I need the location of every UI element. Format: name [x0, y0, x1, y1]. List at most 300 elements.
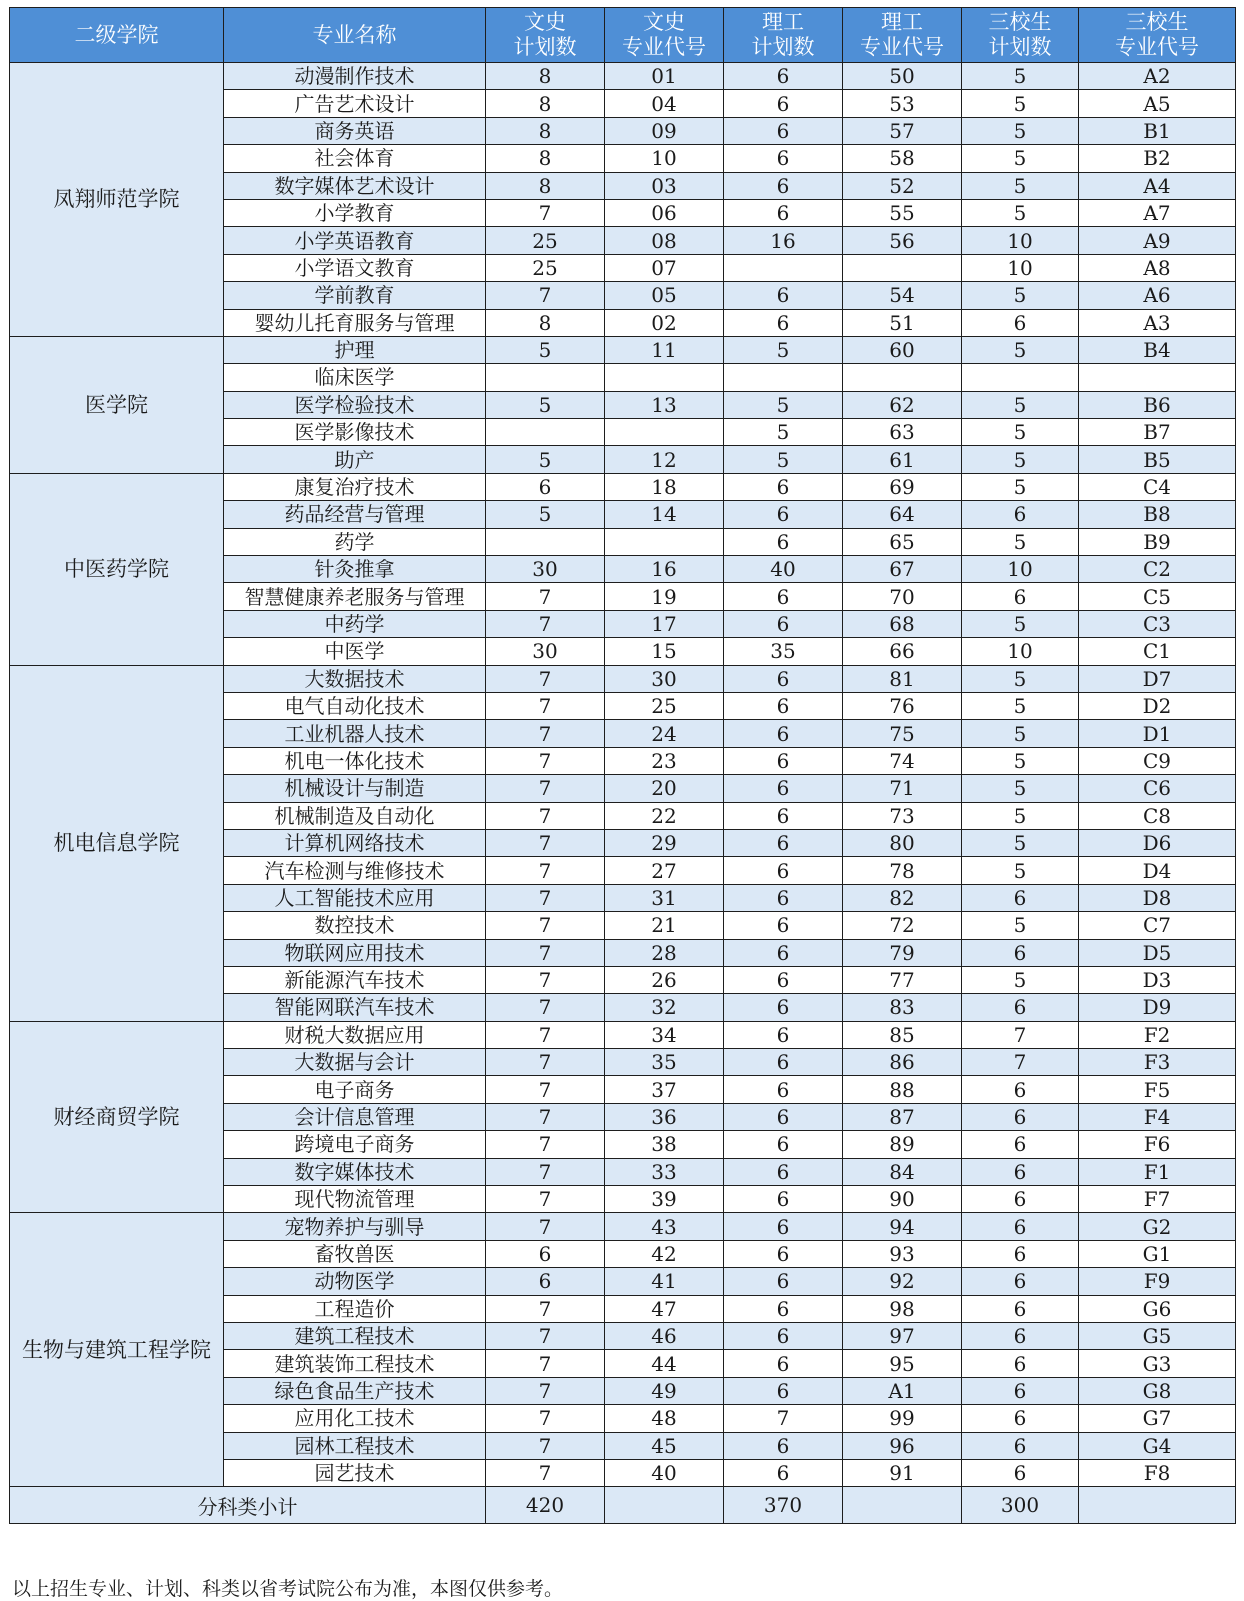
arts-code-cell: 47 — [605, 1295, 724, 1322]
vocational-plan-cell: 6 — [962, 1350, 1079, 1377]
header-arts-code — [605, 8, 724, 63]
science-code-cell: 66 — [843, 638, 962, 665]
major-name-cell: 电子商务 — [224, 1076, 486, 1103]
vocational-code-cell: F9 — [1079, 1268, 1236, 1295]
vocational-plan-cell: 5 — [962, 912, 1079, 939]
arts-plan-cell: 30 — [486, 638, 605, 665]
science-code-cell: 98 — [843, 1295, 962, 1322]
arts-code-cell: 21 — [605, 912, 724, 939]
vocational-code-cell: D9 — [1079, 994, 1236, 1021]
vocational-code-cell: B6 — [1079, 391, 1236, 418]
vocational-plan-cell: 7 — [962, 1021, 1079, 1048]
vocational-plan-cell: 6 — [962, 1295, 1079, 1322]
vocational-plan-cell: 6 — [962, 1131, 1079, 1158]
science-plan-cell: 5 — [724, 446, 843, 473]
science-plan-cell: 6 — [724, 90, 843, 117]
science-plan-cell: 40 — [724, 556, 843, 583]
arts-plan-cell: 8 — [486, 145, 605, 172]
vocational-code-cell: G7 — [1079, 1405, 1236, 1432]
science-plan-cell: 6 — [724, 692, 843, 719]
vocational-code-cell: F4 — [1079, 1103, 1236, 1130]
major-name-cell: 广告艺术设计 — [224, 90, 486, 117]
science-plan-cell: 6 — [724, 1377, 843, 1404]
vocational-code-cell: F1 — [1079, 1158, 1236, 1185]
science-plan-cell: 6 — [724, 145, 843, 172]
header-vocational-plan — [962, 8, 1079, 63]
science-code-cell: 81 — [843, 665, 962, 692]
major-name-cell: 小学教育 — [224, 199, 486, 226]
arts-plan-cell: 7 — [486, 994, 605, 1021]
vocational-plan-cell: 6 — [962, 1405, 1079, 1432]
science-code-cell: 75 — [843, 720, 962, 747]
arts-code-cell: 43 — [605, 1213, 724, 1240]
arts-plan-cell: 5 — [486, 391, 605, 418]
vocational-code-cell: G6 — [1079, 1295, 1236, 1322]
vocational-code-cell: D8 — [1079, 884, 1236, 911]
arts-code-cell: 22 — [605, 802, 724, 829]
arts-code-cell: 33 — [605, 1158, 724, 1185]
arts-code-cell: 30 — [605, 665, 724, 692]
table-row — [10, 336, 1236, 363]
arts-plan-cell: 7 — [486, 1131, 605, 1158]
arts-code-cell: 06 — [605, 199, 724, 226]
vocational-plan-cell: 6 — [962, 1268, 1079, 1295]
vocational-plan-cell: 7 — [962, 1049, 1079, 1076]
vocational-code-cell: C8 — [1079, 802, 1236, 829]
vocational-plan-cell: 5 — [962, 692, 1079, 719]
major-name-cell: 社会体育 — [224, 145, 486, 172]
vocational-plan-cell: 10 — [962, 638, 1079, 665]
vocational-plan-cell: 10 — [962, 227, 1079, 254]
arts-plan-cell: 8 — [486, 309, 605, 336]
arts-plan-cell: 7 — [486, 1377, 605, 1404]
science-plan-cell: 6 — [724, 117, 843, 144]
arts-code-cell: 09 — [605, 117, 724, 144]
arts-code-cell: 32 — [605, 994, 724, 1021]
science-code-cell: 94 — [843, 1213, 962, 1240]
vocational-plan-cell: 5 — [962, 966, 1079, 993]
major-name-cell: 医学检验技术 — [224, 391, 486, 418]
vocational-plan-cell: 5 — [962, 610, 1079, 637]
major-name-cell: 园艺技术 — [224, 1459, 486, 1486]
arts-plan-cell: 8 — [486, 90, 605, 117]
major-name-cell: 小学英语教育 — [224, 227, 486, 254]
major-name-cell: 应用化工技术 — [224, 1405, 486, 1432]
vocational-plan-cell: 5 — [962, 665, 1079, 692]
vocational-plan-cell: 6 — [962, 1076, 1079, 1103]
science-plan-cell: 6 — [724, 1213, 843, 1240]
vocational-plan-cell: 5 — [962, 117, 1079, 144]
arts-plan-cell: 7 — [486, 884, 605, 911]
arts-code-cell: 23 — [605, 747, 724, 774]
arts-code-cell — [605, 528, 724, 555]
science-plan-cell: 6 — [724, 1186, 843, 1213]
major-name-cell: 药品经营与管理 — [224, 501, 486, 528]
science-plan-cell: 5 — [724, 336, 843, 363]
science-code-cell: 85 — [843, 1021, 962, 1048]
arts-code-cell: 36 — [605, 1103, 724, 1130]
college-cell: 医学院 — [10, 336, 224, 473]
college-cell: 生物与建筑工程学院 — [10, 1213, 224, 1487]
subtotal-row — [10, 1487, 1236, 1524]
major-name-cell: 机械设计与制造 — [224, 775, 486, 802]
arts-plan-cell: 5 — [486, 446, 605, 473]
major-name-cell: 工业机器人技术 — [224, 720, 486, 747]
science-plan-cell: 6 — [724, 747, 843, 774]
major-name-cell: 新能源汽车技术 — [224, 966, 486, 993]
header-line: 二级学院 — [74, 22, 159, 47]
arts-code-cell: 28 — [605, 939, 724, 966]
arts-code-cell: 14 — [605, 501, 724, 528]
vocational-plan-cell: 6 — [962, 1158, 1079, 1185]
vocational-code-cell: F6 — [1079, 1131, 1236, 1158]
arts-plan-cell: 7 — [486, 1103, 605, 1130]
header-line: 理工 — [881, 10, 923, 34]
arts-plan-cell: 7 — [486, 912, 605, 939]
science-code-cell: 93 — [843, 1240, 962, 1267]
science-plan-cell: 6 — [724, 665, 843, 692]
disclaimer-note: 以上招生专业、计划、科类以省考试院公布为准，本图仅供参考。 — [12, 1578, 564, 1600]
arts-plan-cell: 7 — [486, 1158, 605, 1185]
header-arts-plan — [486, 8, 605, 63]
arts-plan-cell: 7 — [486, 857, 605, 884]
arts-code-cell: 12 — [605, 446, 724, 473]
subtotal-science-plan: 370 — [724, 1487, 843, 1524]
arts-code-cell: 19 — [605, 583, 724, 610]
arts-code-cell: 42 — [605, 1240, 724, 1267]
major-name-cell: 中医学 — [224, 638, 486, 665]
header-line: 专业名称 — [312, 22, 397, 47]
header-college — [10, 8, 224, 63]
arts-plan-cell: 7 — [486, 199, 605, 226]
major-name-cell: 护理 — [224, 336, 486, 363]
vocational-plan-cell: 10 — [962, 254, 1079, 281]
major-name-cell: 助产 — [224, 446, 486, 473]
college-cell: 凤翔师范学院 — [10, 63, 224, 337]
vocational-code-cell: F5 — [1079, 1076, 1236, 1103]
arts-code-cell: 35 — [605, 1049, 724, 1076]
arts-plan-cell: 7 — [486, 692, 605, 719]
science-code-cell: 68 — [843, 610, 962, 637]
header-line: 文史 — [524, 10, 566, 34]
arts-plan-cell: 7 — [486, 829, 605, 856]
vocational-plan-cell: 5 — [962, 747, 1079, 774]
vocational-code-cell: D5 — [1079, 939, 1236, 966]
vocational-plan-cell: 5 — [962, 419, 1079, 446]
major-name-cell: 机电一体化技术 — [224, 747, 486, 774]
arts-plan-cell: 7 — [486, 665, 605, 692]
vocational-code-cell: C4 — [1079, 473, 1236, 500]
science-code-cell: 90 — [843, 1186, 962, 1213]
arts-code-cell: 18 — [605, 473, 724, 500]
science-code-cell: 58 — [843, 145, 962, 172]
science-code-cell: 76 — [843, 692, 962, 719]
arts-plan-cell: 6 — [486, 1240, 605, 1267]
vocational-code-cell: A9 — [1079, 227, 1236, 254]
vocational-code-cell: D2 — [1079, 692, 1236, 719]
science-plan-cell: 6 — [724, 1076, 843, 1103]
science-plan-cell: 6 — [724, 802, 843, 829]
table-row — [10, 1021, 1236, 1048]
science-plan-cell: 6 — [724, 583, 843, 610]
arts-plan-cell: 7 — [486, 1049, 605, 1076]
enrollment-plan-table — [9, 7, 1236, 1524]
vocational-plan-cell: 5 — [962, 857, 1079, 884]
vocational-plan-cell: 6 — [962, 309, 1079, 336]
vocational-code-cell: G8 — [1079, 1377, 1236, 1404]
science-code-cell: 53 — [843, 90, 962, 117]
arts-plan-cell: 25 — [486, 254, 605, 281]
science-code-cell: 51 — [843, 309, 962, 336]
arts-code-cell: 20 — [605, 775, 724, 802]
major-name-cell: 智能网联汽车技术 — [224, 994, 486, 1021]
vocational-code-cell: C3 — [1079, 610, 1236, 637]
arts-code-cell: 08 — [605, 227, 724, 254]
major-name-cell: 宠物养护与驯导 — [224, 1213, 486, 1240]
major-name-cell: 财税大数据应用 — [224, 1021, 486, 1048]
vocational-plan-cell: 6 — [962, 1459, 1079, 1486]
arts-code-cell: 16 — [605, 556, 724, 583]
major-name-cell: 电气自动化技术 — [224, 692, 486, 719]
major-name-cell: 数字媒体技术 — [224, 1158, 486, 1185]
vocational-code-cell: F8 — [1079, 1459, 1236, 1486]
major-name-cell: 园林工程技术 — [224, 1432, 486, 1459]
vocational-plan-cell: 5 — [962, 336, 1079, 363]
science-code-cell: 89 — [843, 1131, 962, 1158]
science-code-cell: 99 — [843, 1405, 962, 1432]
vocational-code-cell: B7 — [1079, 419, 1236, 446]
vocational-code-cell: D4 — [1079, 857, 1236, 884]
arts-plan-cell — [486, 419, 605, 446]
subtotal-science-code — [843, 1487, 962, 1524]
header-line: 三校生 — [988, 10, 1052, 34]
header-line: 专业代号 — [860, 35, 944, 59]
science-plan-cell: 6 — [724, 1268, 843, 1295]
vocational-code-cell: B8 — [1079, 501, 1236, 528]
science-code-cell: 69 — [843, 473, 962, 500]
vocational-plan-cell: 5 — [962, 775, 1079, 802]
major-name-cell: 建筑工程技术 — [224, 1322, 486, 1349]
subtotal-arts-plan: 420 — [486, 1487, 605, 1524]
arts-plan-cell: 5 — [486, 336, 605, 363]
header-science-code — [843, 8, 962, 63]
vocational-plan-cell: 6 — [962, 939, 1079, 966]
vocational-plan-cell: 5 — [962, 473, 1079, 500]
arts-code-cell: 31 — [605, 884, 724, 911]
science-code-cell: 55 — [843, 199, 962, 226]
science-code-cell: 77 — [843, 966, 962, 993]
vocational-plan-cell: 6 — [962, 1186, 1079, 1213]
arts-code-cell: 38 — [605, 1131, 724, 1158]
science-plan-cell: 6 — [724, 1350, 843, 1377]
header-line: 计划数 — [751, 35, 815, 59]
arts-plan-cell: 25 — [486, 227, 605, 254]
arts-plan-cell: 7 — [486, 1405, 605, 1432]
arts-code-cell: 07 — [605, 254, 724, 281]
vocational-code-cell: G5 — [1079, 1322, 1236, 1349]
vocational-plan-cell: 5 — [962, 199, 1079, 226]
vocational-code-cell: A7 — [1079, 199, 1236, 226]
arts-plan-cell: 7 — [486, 1186, 605, 1213]
vocational-code-cell: A4 — [1079, 172, 1236, 199]
vocational-plan-cell: 6 — [962, 1240, 1079, 1267]
arts-plan-cell: 8 — [486, 172, 605, 199]
arts-code-cell: 34 — [605, 1021, 724, 1048]
vocational-code-cell: A8 — [1079, 254, 1236, 281]
arts-code-cell: 17 — [605, 610, 724, 637]
arts-code-cell: 48 — [605, 1405, 724, 1432]
vocational-code-cell: D3 — [1079, 966, 1236, 993]
vocational-code-cell: C5 — [1079, 583, 1236, 610]
major-name-cell: 计算机网络技术 — [224, 829, 486, 856]
arts-plan-cell: 7 — [486, 966, 605, 993]
header-line: 专业代号 — [622, 35, 706, 59]
vocational-plan-cell: 6 — [962, 884, 1079, 911]
arts-code-cell: 29 — [605, 829, 724, 856]
science-plan-cell — [724, 254, 843, 281]
science-code-cell: 74 — [843, 747, 962, 774]
major-name-cell: 现代物流管理 — [224, 1186, 486, 1213]
arts-plan-cell: 7 — [486, 775, 605, 802]
college-cell: 中医药学院 — [10, 473, 224, 665]
science-code-cell: 60 — [843, 336, 962, 363]
science-code-cell — [843, 254, 962, 281]
arts-code-cell: 03 — [605, 172, 724, 199]
arts-plan-cell: 7 — [486, 1021, 605, 1048]
science-plan-cell: 6 — [724, 720, 843, 747]
science-code-cell: 79 — [843, 939, 962, 966]
science-code-cell: 78 — [843, 857, 962, 884]
vocational-plan-cell: 6 — [962, 1432, 1079, 1459]
header-line: 理工 — [762, 10, 804, 34]
vocational-code-cell: B1 — [1079, 117, 1236, 144]
science-code-cell: 91 — [843, 1459, 962, 1486]
arts-plan-cell: 5 — [486, 501, 605, 528]
major-name-cell: 学前教育 — [224, 282, 486, 309]
science-plan-cell: 16 — [724, 227, 843, 254]
science-plan-cell: 6 — [724, 1295, 843, 1322]
arts-plan-cell: 7 — [486, 282, 605, 309]
arts-code-cell: 41 — [605, 1268, 724, 1295]
vocational-plan-cell: 6 — [962, 1213, 1079, 1240]
major-name-cell: 物联网应用技术 — [224, 939, 486, 966]
table-row — [10, 63, 1236, 90]
arts-plan-cell: 7 — [486, 1432, 605, 1459]
science-code-cell: 64 — [843, 501, 962, 528]
major-name-cell: 针灸推拿 — [224, 556, 486, 583]
header-science-plan — [724, 8, 843, 63]
major-name-cell: 人工智能技术应用 — [224, 884, 486, 911]
arts-code-cell: 45 — [605, 1432, 724, 1459]
arts-code-cell: 27 — [605, 857, 724, 884]
arts-code-cell: 37 — [605, 1076, 724, 1103]
science-plan-cell: 6 — [724, 966, 843, 993]
arts-plan-cell: 7 — [486, 720, 605, 747]
science-plan-cell: 6 — [724, 857, 843, 884]
header-vocational-code — [1079, 8, 1236, 63]
major-name-cell: 数字媒体艺术设计 — [224, 172, 486, 199]
major-name-cell: 机械制造及自动化 — [224, 802, 486, 829]
science-code-cell: 50 — [843, 63, 962, 90]
header-row — [10, 8, 1236, 63]
vocational-code-cell: B2 — [1079, 145, 1236, 172]
arts-code-cell: 13 — [605, 391, 724, 418]
arts-code-cell: 25 — [605, 692, 724, 719]
header-line: 计划数 — [988, 35, 1052, 59]
arts-plan-cell: 7 — [486, 1213, 605, 1240]
science-plan-cell: 6 — [724, 1021, 843, 1048]
arts-plan-cell: 6 — [486, 1268, 605, 1295]
vocational-plan-cell: 6 — [962, 1377, 1079, 1404]
header-major-name — [224, 8, 486, 63]
major-name-cell: 康复治疗技术 — [224, 473, 486, 500]
major-name-cell: 医学影像技术 — [224, 419, 486, 446]
science-plan-cell: 6 — [724, 63, 843, 90]
subtotal-label: 分科类小计 — [10, 1487, 486, 1524]
science-code-cell: 86 — [843, 1049, 962, 1076]
science-plan-cell: 35 — [724, 638, 843, 665]
table-row — [10, 473, 1236, 500]
arts-code-cell: 49 — [605, 1377, 724, 1404]
science-code-cell: 52 — [843, 172, 962, 199]
arts-code-cell: 46 — [605, 1322, 724, 1349]
arts-plan-cell: 7 — [486, 1295, 605, 1322]
vocational-code-cell: C1 — [1079, 638, 1236, 665]
arts-code-cell: 04 — [605, 90, 724, 117]
major-name-cell: 汽车检测与维修技术 — [224, 857, 486, 884]
arts-plan-cell — [486, 364, 605, 391]
vocational-code-cell: G3 — [1079, 1350, 1236, 1377]
vocational-plan-cell: 5 — [962, 63, 1079, 90]
science-plan-cell: 6 — [724, 1131, 843, 1158]
vocational-code-cell: G4 — [1079, 1432, 1236, 1459]
arts-plan-cell: 8 — [486, 117, 605, 144]
vocational-code-cell: G2 — [1079, 1213, 1236, 1240]
vocational-code-cell: F2 — [1079, 1021, 1236, 1048]
vocational-code-cell: D6 — [1079, 829, 1236, 856]
vocational-code-cell: C2 — [1079, 556, 1236, 583]
vocational-plan-cell: 5 — [962, 145, 1079, 172]
science-plan-cell: 6 — [724, 829, 843, 856]
science-plan-cell: 6 — [724, 1158, 843, 1185]
science-code-cell: 80 — [843, 829, 962, 856]
science-plan-cell: 6 — [724, 199, 843, 226]
vocational-plan-cell: 5 — [962, 282, 1079, 309]
vocational-plan-cell: 5 — [962, 802, 1079, 829]
major-name-cell: 大数据与会计 — [224, 1049, 486, 1076]
major-name-cell: 绿色食品生产技术 — [224, 1377, 486, 1404]
science-code-cell: 63 — [843, 419, 962, 446]
science-plan-cell: 6 — [724, 1240, 843, 1267]
major-name-cell: 商务英语 — [224, 117, 486, 144]
science-code-cell: 73 — [843, 802, 962, 829]
science-plan-cell: 6 — [724, 912, 843, 939]
vocational-code-cell: C6 — [1079, 775, 1236, 802]
arts-plan-cell: 8 — [486, 63, 605, 90]
arts-code-cell: 24 — [605, 720, 724, 747]
header-line: 专业代号 — [1115, 35, 1199, 59]
vocational-code-cell: D1 — [1079, 720, 1236, 747]
arts-plan-cell: 7 — [486, 610, 605, 637]
science-plan-cell: 6 — [724, 775, 843, 802]
vocational-plan-cell: 5 — [962, 829, 1079, 856]
header-line: 文史 — [643, 10, 685, 34]
vocational-plan-cell: 6 — [962, 583, 1079, 610]
vocational-plan-cell: 6 — [962, 994, 1079, 1021]
science-plan-cell: 6 — [724, 501, 843, 528]
science-plan-cell: 6 — [724, 282, 843, 309]
major-name-cell: 婴幼儿托育服务与管理 — [224, 309, 486, 336]
